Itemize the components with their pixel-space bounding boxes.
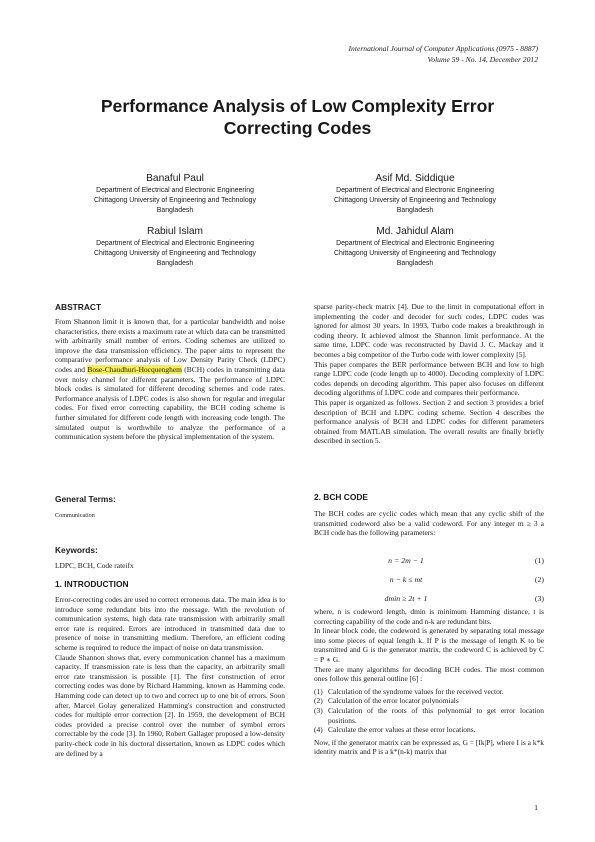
bch-section-continued: [314, 607, 544, 757]
abstract-heading: ABSTRACT: [55, 302, 102, 312]
introduction-heading: 1. INTRODUCTION: [55, 579, 129, 589]
author-dept: Department of Electrical and Electronic Engineering: [336, 240, 494, 247]
author-dept: Department of Electrical and Electronic Engineering: [336, 187, 494, 194]
highlighted-term: Bose-Chaudhuri-Hocquenghem: [87, 364, 182, 374]
equation-expression: n = 2m − 1: [388, 556, 424, 565]
title-line-2: Correcting Codes: [223, 118, 372, 138]
introduction-section: [55, 579, 285, 758]
author-name: Md. Jahidul Alam: [376, 226, 454, 237]
bch-paragraph: Now, if the generator matrix can be expressed as, G = [Ik|P], where I is a k*k identity matrix and P is a k*(n-k) matrix that: [314, 737, 544, 757]
author-name: Banaful Paul: [146, 173, 204, 184]
author-dept: Department of Electrical and Electronic Engineering: [96, 187, 254, 194]
abstract-text: From Shannon limit it is known that, for a particular bandwidth and noise characteristics, there exists a maximum rate at which data can be transmitted with arbitrarily small number of errors. Coding schemes are utilized to improve the data transmission efficiency. The paper aims to represent the comparative performance analysis of Low Density Parity Check (LDPC) codes and Bose-Chaudhuri-Hocquenghem (BCH) codes in transmitting data over noisy channel for different parameters. The performance of LDPC block codes is simulated for different decoding schemes and code rates. Performance analysis of LDPC codes is also shown for regular and irregular codes. For fixed error correcting capability, the BCH coding scheme is further simulated for different code length with increasing code length. The simulated output is worthwhile to analyze the performance of a communication system before the physical implementation of the system.: [55, 317, 285, 442]
author-country: Bangladesh: [396, 260, 434, 267]
equation-expression: dmin ≥ 2t + 1: [384, 594, 428, 603]
keywords-section: [55, 545, 285, 571]
author-block: [50, 225, 300, 269]
decoding-steps-list: [314, 687, 544, 735]
list-item: (3) Calculation of the roots of this polynomial to get error location positions.: [314, 705, 544, 725]
author-univ: Chittagong University of Engineering and Technology: [334, 197, 496, 204]
equation-number: (1): [534, 556, 544, 565]
list-item: (2) Calculation of the error locator polynomials: [314, 696, 459, 706]
intro-paragraph: This paper compares the BER performance between BCH and low to high range LDPC code (code length up to 4000). Decoding complexity of LDPC codes depends on decoding algorithm. This paper also focuses on different decoding algorithms of LDPC code and compares their performance.: [314, 359, 544, 398]
author-country: Bangladesh: [156, 260, 194, 267]
general-terms-section: [55, 494, 285, 520]
author-univ: Chittagong University of Engineering and Technology: [334, 250, 496, 257]
intro-paragraph: Claude Shannon shows that, every communication channel has a maximum capacity. If transmission rate is less than the capacity, an arbitrarily small error rate transmission is possible [1]. The first construction of error correcting codes was done by Richard Hamming, known as Hamming code. Hamming code can detect up to two and correct up to one bit of errors. Soon after, Marcel Golay generalized Hamming's construction and constructed codes for multiple error correction [2]. In 1959, the development of BCH codes provided a precise control over the number of symbol errors correctable by the code [3]. In 1960, Robert Gallager proposed a low-density parity-check code in his doctoral dissertation, known as LDPC codes which are defined by a: [55, 652, 285, 758]
equation-number: (3): [534, 594, 544, 603]
paper-title: [60, 95, 535, 139]
bch-paragraph: where, n is codeword length, dmin is minimum Hamming distance, t is correcting capability of the code and n-k are redundant bits.: [314, 607, 544, 626]
author-block: [290, 172, 540, 216]
intro-paragraph: Error-correcting codes are used to correct erroneous data. The main idea is to introduce some redundant bits into the message. With the revolution of communication systems, high data rate transmission with arbitrarily small error rate is required. Errors are introduced in transmitted data due to presence of noise in transmitting medium. Therefore, an efficient coding scheme is required to reduce the impact of noise on data transmission.: [55, 595, 285, 652]
journal-line-1: International Journal of Computer Applications (0975 - 8887): [348, 44, 538, 53]
author-block: [50, 172, 300, 216]
bch-paragraph: There are many algorithms for decoding BCH codes. The most common ones follow this general outline [6] :: [314, 664, 544, 684]
author-univ: Chittagong University of Engineering and Technology: [94, 250, 256, 257]
general-terms-text: Communication: [55, 512, 95, 519]
list-item: (1) Calculation of the syndrome values for the received vector.: [314, 686, 504, 696]
journal-line-2: Volume 59 - No. 14, December 2012: [427, 55, 538, 64]
intro-paragraph: This paper is organized as follows. Section 2 and section 3 provides a brief description of BCH and LDPC coding scheme. Section 4 describes the performance analysis of BCH and LDPC codes for different parameters obtained from MATLAB simulation. The overall results are finally briefly described in section 5.: [314, 397, 544, 446]
list-item: (4) Calculate the error values at these error locations.: [314, 725, 476, 735]
introduction-continued: [314, 302, 544, 446]
author-country: Bangladesh: [156, 207, 194, 214]
bch-paragraph: The BCH codes are cyclic codes which mean that any cyclic shift of the transmitted codeword also be a valid codeword. For any integer m ≥ 3 a BCH code has the following parameters:: [314, 509, 544, 538]
equation-number: (2): [534, 575, 544, 584]
author-country: Bangladesh: [396, 207, 434, 214]
author-name: Rabiul Islam: [146, 226, 204, 237]
abstract-section: [55, 302, 285, 442]
author-dept: Department of Electrical and Electronic Engineering: [96, 240, 254, 247]
bch-section: [314, 492, 544, 538]
journal-header: [349, 43, 538, 65]
keywords-text: LDPC, BCH, Code rateifx: [55, 561, 134, 570]
intro-paragraph: sparse parity-check matrix [4]. Due to the limit in computational effort in implementing the coder and decoder for such codes, LDPC codes was ignored for almost 30 years. In 1993, Turbo code makes a breakthrough in coding theory. It achieved almost the Shannon limit performance. At the same time, LDPC code was reconstructed by David J. C. Mackay and it becomes a big competitor of the Turbo code with lower complexity [5].: [314, 302, 544, 359]
keywords-heading: Keywords:: [55, 545, 98, 555]
bch-paragraph: In linear block code, the codeword is generated by separating total message into some pieces of equal length k. If P is the message of length K to be transmitted and G is the generator matrix, the codeword C is achieved by C = P ∗ G.: [314, 626, 544, 664]
general-terms-heading: General Terms:: [55, 494, 116, 504]
bch-heading: 2. BCH CODE: [314, 492, 368, 502]
author-name: Asif Md. Siddique: [375, 173, 455, 184]
author-univ: Chittagong University of Engineering and Technology: [94, 197, 256, 204]
author-block: [290, 225, 540, 269]
equation-expression: n − k ≤ mt: [389, 575, 423, 584]
title-line-1: Performance Analysis of Low Complexity Error: [100, 96, 495, 116]
page-number: 1: [534, 803, 538, 812]
